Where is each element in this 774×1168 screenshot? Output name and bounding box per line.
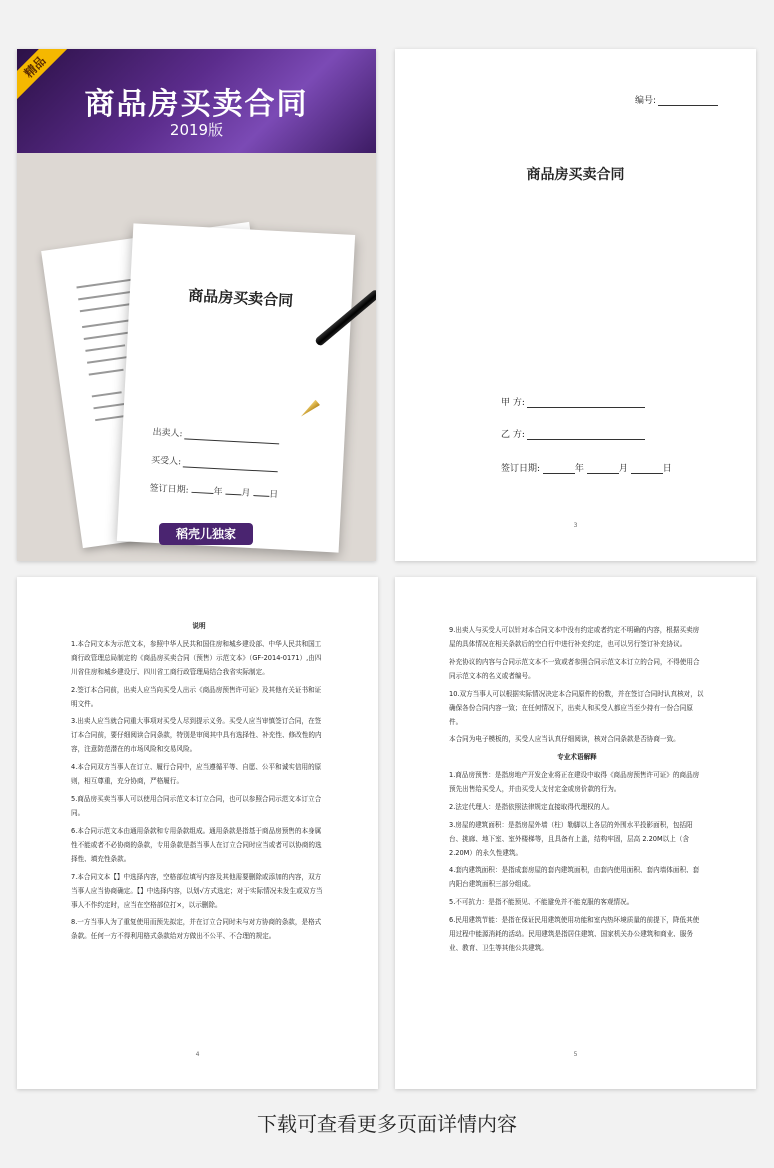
party-a-label: 甲 方: xyxy=(501,398,525,408)
paragraph: 4.套内建筑面积：是指成套房屋的套内建筑面积，由套内使用面积、套内墙体面积、套内阳台建筑面积三部分组成。 xyxy=(449,866,700,889)
blank-line xyxy=(253,495,269,497)
paragraph: 1.商品房预售：是指房地产开发企业将正在建设中取得《商品房预售许可证》的商品房预先出售给买受人，并由买受人支付定金或房价款的行为。 xyxy=(449,770,700,793)
paragraph: 4.本合同双方当事人在订立、履行合同中，应当遵循平等、自愿、公平和诚实信用的原则，相互尊重，充分协商，严格履行。 xyxy=(71,763,322,786)
sign-date-row xyxy=(501,461,672,474)
instructions-text xyxy=(71,619,327,947)
mini-buyer-label: 买受人: xyxy=(150,455,182,468)
cover-banner xyxy=(17,49,376,153)
exclusive-badge: 稻壳儿独家 xyxy=(159,523,253,545)
day-label: 日 xyxy=(268,489,279,501)
signature-page xyxy=(395,49,756,561)
page-number: 3 xyxy=(573,522,578,529)
paragraph: 补充协议的内容与合同示范文本不一致或者参照合同示范文本订立的合同，不得使用合同示范文本的名义或者编号。 xyxy=(449,657,700,680)
paragraph: 9.出卖人与买受人可以针对本合同文本中没有约定或者约定不明确的内容，根据买卖房屋的具体情况在相关条款后的空白行中进行补充约定，也可以另行签订补充协议。 xyxy=(449,626,700,648)
signature-line xyxy=(184,438,279,444)
paragraph: 6.民用建筑节能：是指在保证民用建筑使用功能和室内热环境质量的前提下，降低其使用过程中能源消耗的活动。民用建筑是指居住建筑、国家机关办公建筑和商业、服务业、教育、卫生等其他公共建筑。 xyxy=(449,915,700,952)
mini-date-row xyxy=(149,481,278,501)
paragraph: 7.本合同文本【】中选择内容，空格部位填写内容及其他需要删除或添加的内容，双方当事人应当协商确定。【】中选择内容，以划√方式选定；对于实际情况未发生或双方当事人不作约定时，应当在空格部位打×，以示删除。 xyxy=(71,872,323,909)
month-label: 月 xyxy=(241,488,251,499)
text-line xyxy=(82,319,132,328)
paragraph: 1.本合同文本为示范文本，参照中华人民共和国住房和城乡建设部、中华人民共和国工商行政管理总局制定的《商品房买卖合同（预售）示范文本》（GF-2014-0171）,由四川省住房和城乡建设厅、四川省工商行政管理局结合我省实际制定。 xyxy=(71,639,322,676)
blank-line xyxy=(631,473,663,474)
instructions-page xyxy=(17,577,378,1089)
year-label: 年 xyxy=(213,486,223,498)
download-more-link[interactable]: 下载可查看更多页面详情内容 xyxy=(257,1112,517,1136)
party-b-label: 乙 方: xyxy=(501,430,525,440)
paragraph: 10.双方当事人可以根据实际情况决定本合同原件的份数，并在签订合同时认真核对，以确保各份合同内容一致；在任何情况下，出卖人和买受人都应当至少持有一份合同原件。 xyxy=(449,689,704,726)
party-a-line xyxy=(527,407,645,408)
text-line xyxy=(85,344,125,352)
sign-date-label: 签订日期: xyxy=(501,464,541,474)
cover-page xyxy=(17,49,376,561)
terms-text xyxy=(449,623,705,959)
page-title: 商品房买卖合同 xyxy=(526,167,625,183)
page-number: 4 xyxy=(195,1051,200,1058)
contract-number xyxy=(635,93,718,106)
paragraph: 6.本合同示范文本由通用条款和专用条款组成。通用条款是指基于商品房预售的本身属性不能或者不必协商的条款，专用条款是指当事人在订立合同时应当或者可以协商的选择性、填充性条款。 xyxy=(71,826,322,863)
signature-line xyxy=(183,466,278,472)
year-label: 年 xyxy=(574,464,584,474)
text-line xyxy=(89,369,124,376)
paragraph: 2.签订本合同前，出卖人应当向买受人出示《商品房预售许可证》及其他有关证书和证明文件。 xyxy=(71,685,322,708)
page-number: 5 xyxy=(573,1051,578,1058)
party-a-row xyxy=(501,395,645,408)
paragraph: 8.一方当事人为了重复使用而预先拟定，并在订立合同时未与对方协商的条款，是格式条款。任何一方不得利用格式条款给对方做出不公平、不合理的规定。 xyxy=(71,918,322,941)
mini-buyer-row xyxy=(151,453,279,473)
mini-title: 商品房买卖合同 xyxy=(187,286,294,310)
blank-line xyxy=(587,473,619,474)
terms-page xyxy=(395,577,756,1089)
blank-line xyxy=(225,494,241,496)
text-line xyxy=(84,332,129,340)
text-line xyxy=(92,391,122,397)
terms-heading: 专业术语解释 xyxy=(557,753,597,762)
cover-title: 商品房买卖合同 xyxy=(84,87,309,122)
contract-number-line xyxy=(658,105,718,106)
premium-ribbon: 精品 xyxy=(17,49,70,102)
month-label: 月 xyxy=(618,464,628,474)
day-label: 日 xyxy=(662,464,672,474)
paragraph: 2.法定代理人：是指依照法律规定直接取得代理权的人。 xyxy=(449,802,614,811)
paragraph: 5.不可抗力：是指不能预见、不能避免并不能克服的客观情况。 xyxy=(449,898,634,907)
mini-seller-label: 出卖人: xyxy=(152,427,183,440)
text-line xyxy=(87,356,127,364)
cover-year: 2019版 xyxy=(169,121,224,139)
blank-line xyxy=(191,492,213,494)
paragraph: 3.出卖人应当就合同重大事项对买受人尽到提示义务。买受人应当审慎签订合同，在签订本合同前，要仔细阅读合同条款，特别是审阅其中具有选择性、补充性、修改性的内容，注意防范潜在的市场风险和交易风险。 xyxy=(71,717,322,754)
instructions-heading: 说明 xyxy=(192,622,206,630)
mini-seller-row xyxy=(152,425,280,445)
blank-line xyxy=(543,473,575,474)
mini-front-page xyxy=(117,223,355,552)
paragraph: 本合同为电子模板的，买受人应当认真仔细阅读，核对合同条款是否协商一致。 xyxy=(449,735,680,744)
paragraph: 5.商品房买卖当事人可以使用合同示范文本订立合同，也可以参照合同示范文本订立合同。 xyxy=(71,794,322,817)
contract-number-label: 编号: xyxy=(635,96,657,106)
party-b-row xyxy=(501,427,645,440)
party-b-line xyxy=(527,439,645,440)
paragraph: 3.房屋的建筑面积：是指房屋外墙（柱）勒脚以上各层的外围水平投影面积，包括阳台、挑廊、地下室、室外楼梯等，且具备有上盖，结构牢固，层高 2.20M以上（含 2.20M）的永久性建筑。 xyxy=(449,820,693,857)
mini-date-label: 签订日期: xyxy=(149,483,189,496)
